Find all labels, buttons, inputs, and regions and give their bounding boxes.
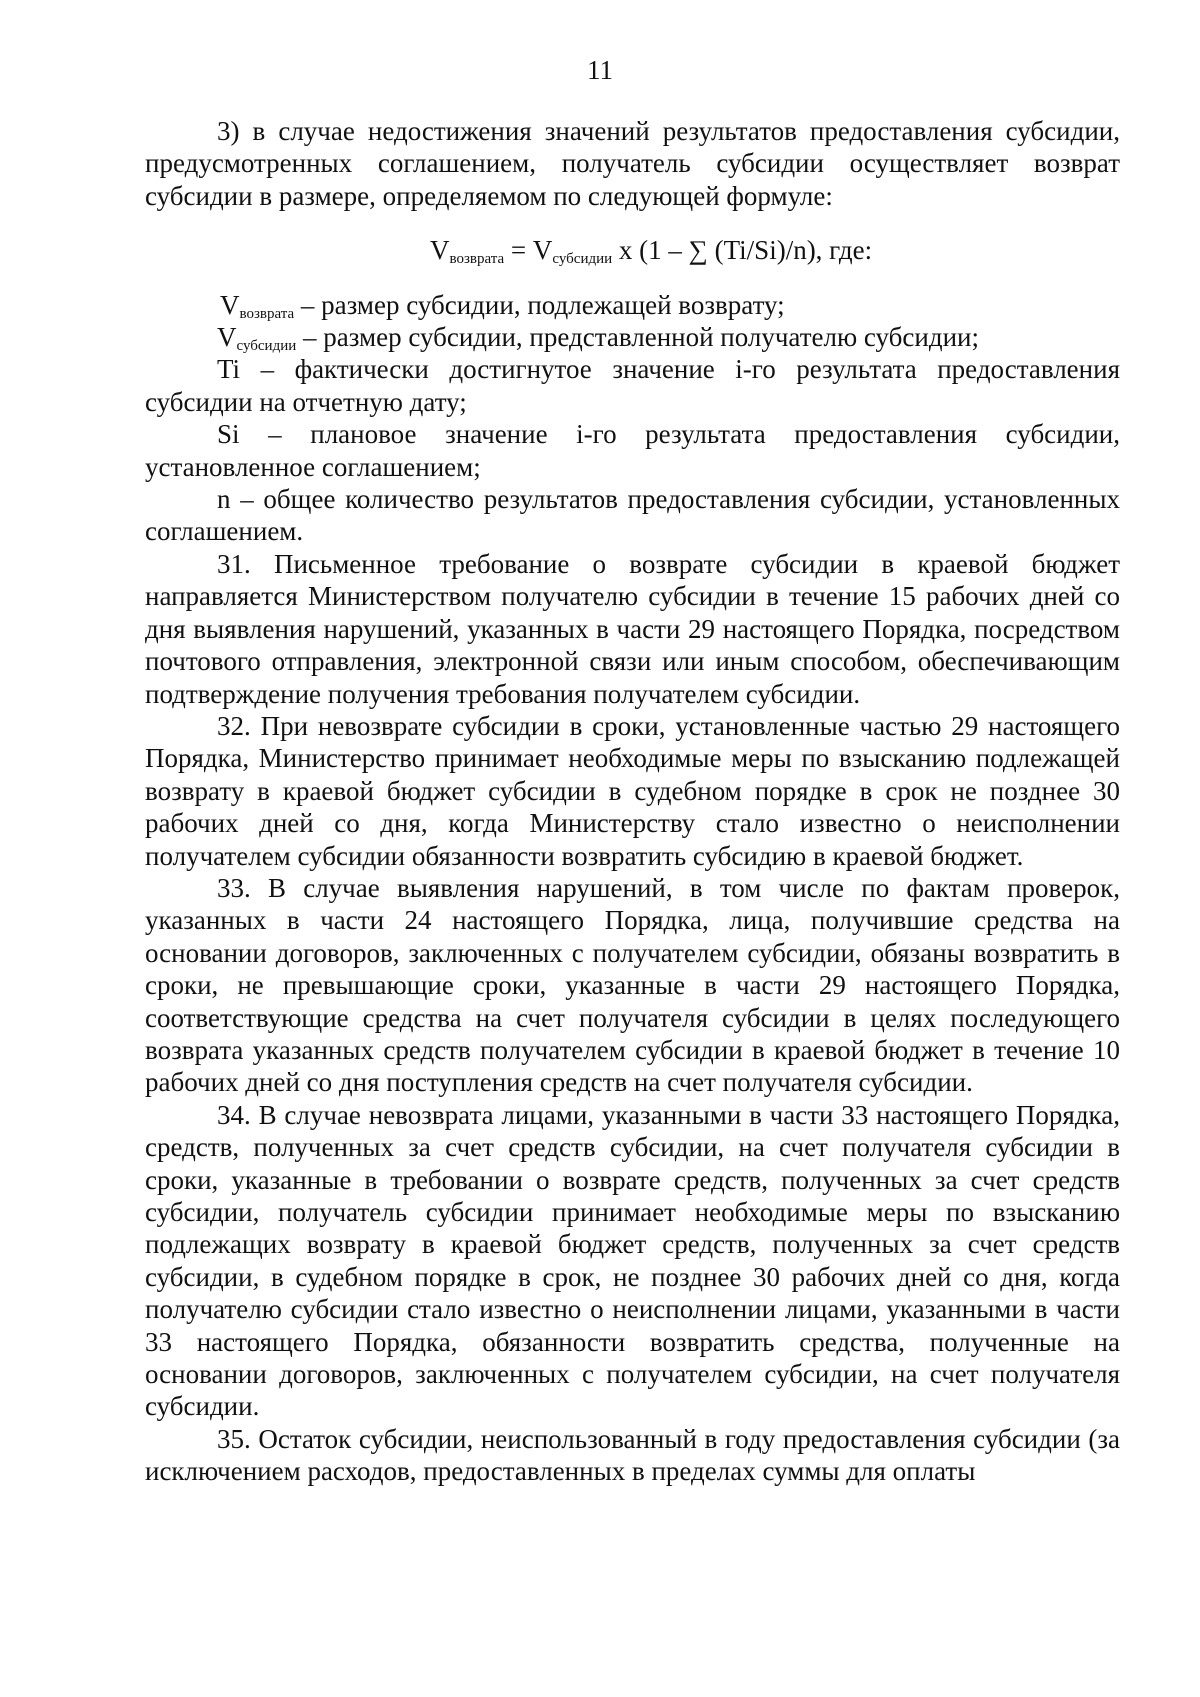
formula-v2-symbol: V [532, 235, 553, 266]
formula-v-symbol: V [430, 235, 450, 266]
document-body [145, 115, 1120, 1488]
definition-v-subsidy-text: – размер субсидии, представленной получателю субсидии; [296, 322, 979, 353]
formula-subsidy-subscript: субсидии [552, 251, 613, 268]
definition-ti: Ti – фактически достигнутое значение i-го результата предоставления субсидии на отчетную дату; [145, 354, 1120, 417]
paragraph-34: 34. В случае невозврата лицами, указанными в части 33 настоящего Порядка, средств, полученных за счет средств субсидии, на счет получателя субсидии в сроки, указанные в требовании о возврате средств, полученных за счет средств субсидии, получатель субсидии принимает необходимые меры по взысканию подлежащих возврату в краевой бюджет средств, полученных за счет средств субсидии, в судебном порядке в срок, не позднее 30 рабочих дней со дня, когда получателю субсидии стало известно о неисполнении лицами, указанными в части 33 настоящего Порядка, обязанности возвратить средства, полученные на основании договоров, заключенных с получателем субсидии, на счет получателя субсидии. [145, 1099, 1120, 1422]
definition-v-return-subscript: возврата [239, 305, 295, 322]
definition-v-return-symbol: V [220, 289, 240, 320]
paragraph-32: 32. При невозврате субсидии в сроки, установленные частью 29 настоящего Порядка, Министерство принимает необходимые меры по взысканию подлежащей возврату в краевой бюджет субсидии в судебном порядке в срок не позднее 30 рабочих дней со дня, когда Министерству стало известно о неисполнении получателем субсидии обязанности возвратить субсидию в краевой бюджет. [145, 710, 1120, 871]
formula-definitions [145, 289, 1120, 548]
formula-expression: х (1 – ∑ (Ti/Si)/n), где: [612, 235, 873, 266]
formula-return-subscript: возврата [449, 251, 505, 268]
paragraph-31: 31. Письменное требование о возврате субсидии в краевой бюджет направляется Министерством получателю субсидии в течение 15 рабочих дней со дня выявления нарушений, указанных в части 29 настоящего Порядка, посредством почтового отправления, электронной связи или иным способом, обеспечивающим подтверждение получения требования получателем субсидии. [145, 548, 1120, 709]
formula-equals: = [504, 235, 533, 266]
definition-v-return [145, 289, 1120, 321]
paragraph-33: 33. В случае выявления нарушений, в том числе по фактам проверок, указанных в части 24 настоящего Порядка, лица, получившие средства на основании договоров, заключенных с получателем субсидии, обязаны возвратить в сроки, не превышающие сроки, указанные в части 29 настоящего Порядка, соответствующие средства на счет получателя субсидии в целях последующего возврата указанных средств получателем субсидии в краевой бюджет в течение 10 рабочих дней со дня поступления средств на счет получателя субсидии. [145, 872, 1120, 1098]
intro-paragraph: 3) в случае недостижения значений результатов предоставления субсидии, предусмотренных соглашением, получатель субсидии осуществляет возврат субсидии в размере, определяемом по следующей формуле: [145, 116, 1120, 211]
definition-v-return-text: – размер субсидии, подлежащей возврату; [294, 289, 785, 320]
definition-si: Si – плановое значение i-го результата предоставления субсидии, установленное соглашением; [145, 419, 1120, 482]
definition-v-subsidy-subscript: субсидии [236, 338, 297, 355]
definition-v-subsidy [145, 321, 1120, 353]
definition-n: n – общее количество результатов предоставления субсидии, установленных соглашением. [145, 484, 1120, 547]
paragraph-35: 35. Остаток субсидии, неиспользованный в году предоставления субсидии (за исключением расходов, предоставленных в пределах суммы для оплаты [145, 1423, 1120, 1487]
return-formula [145, 234, 1120, 266]
page-number: 11 [587, 55, 613, 85]
definition-v-subsidy-symbol: V [217, 322, 237, 353]
